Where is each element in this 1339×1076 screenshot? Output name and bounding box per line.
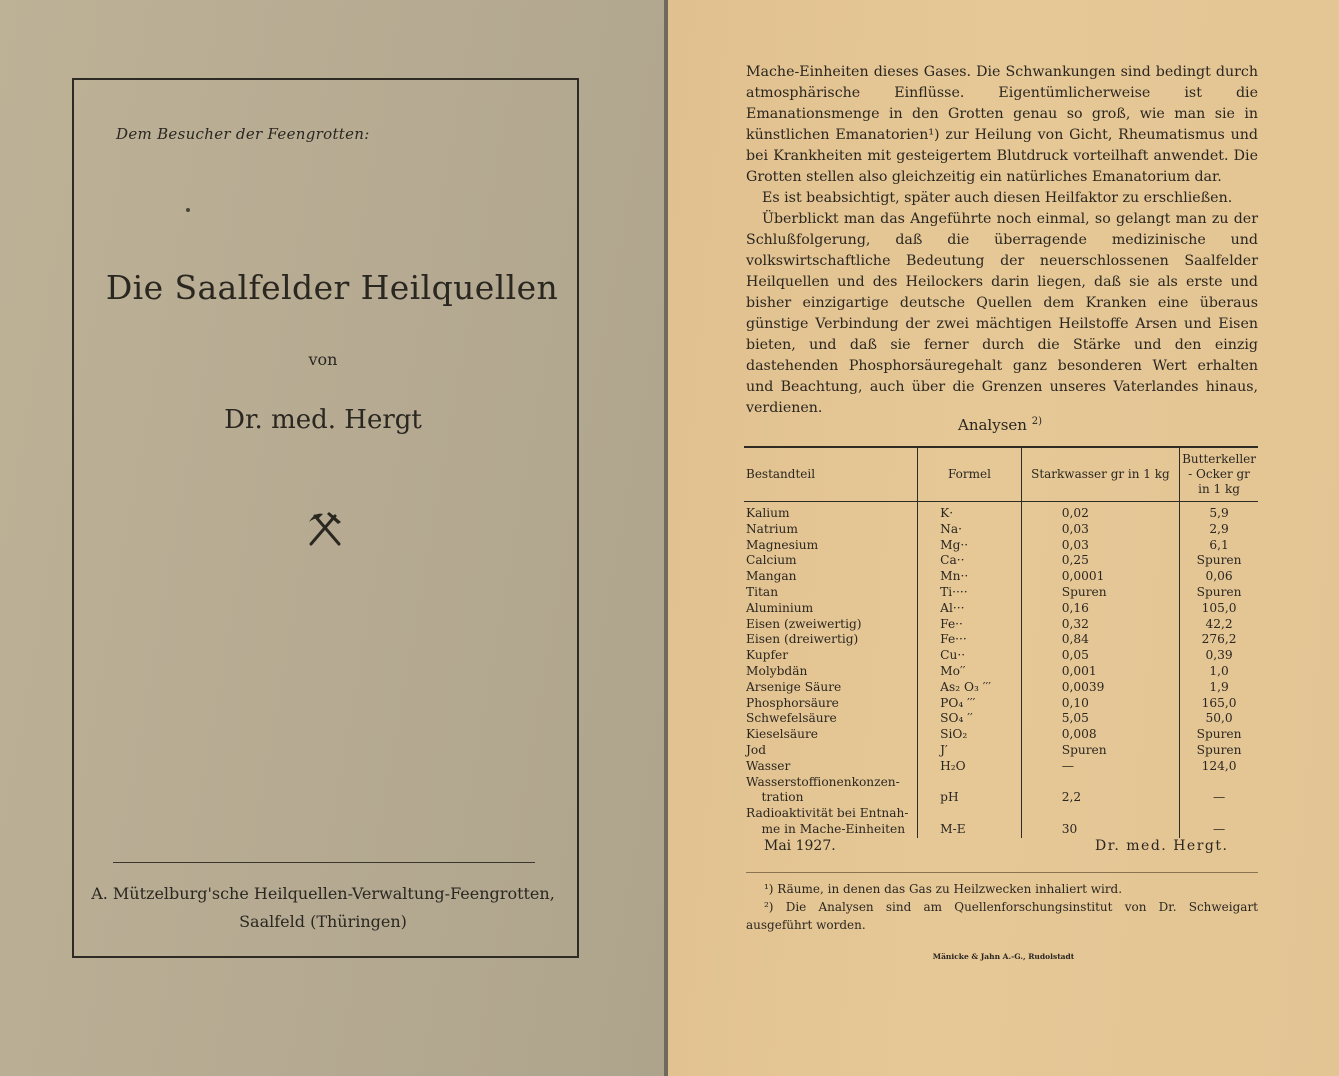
cell-bestandteil: Mangan <box>746 569 797 584</box>
cell-butterkeller-ocker: Spuren <box>1180 585 1258 601</box>
cell-formel: PO₄ ′′′ <box>918 696 1022 712</box>
cell-butterkeller-ocker: 124,0 <box>1180 759 1258 775</box>
cell-formel: Mo′′ <box>918 664 1022 680</box>
paper-speck <box>186 208 190 212</box>
cell-butterkeller-ocker: 276,2 <box>1180 632 1258 648</box>
table-row <box>744 617 1258 633</box>
paragraph-2: Es ist beabsichtigt, später auch diesen Heilfaktor zu erschließen. <box>762 190 1233 206</box>
analysis-title-text: Analysen <box>958 416 1027 434</box>
table-row <box>744 502 1258 522</box>
cell-butterkeller-ocker: Spuren <box>1180 553 1258 569</box>
cell-bestandteil: Kupfer <box>746 648 789 663</box>
author-name: Dr. med. Hergt <box>224 405 422 435</box>
date: Mai 1927. <box>764 838 836 854</box>
cell-butterkeller-ocker: 0,39 <box>1180 648 1258 664</box>
footnotes <box>746 880 1258 934</box>
cell-butterkeller-ocker: 6,1 <box>1180 538 1258 554</box>
cell-starkwasser: 0,84 <box>1021 632 1179 648</box>
cell-formel: Cu·· <box>918 648 1022 664</box>
cell-bestandteil: Radioaktivität bei Entnah- me in Mache-Einheiten <box>746 806 909 836</box>
cell-butterkeller-ocker: 0,06 <box>1180 569 1258 585</box>
table-row <box>744 775 1258 807</box>
cell-starkwasser: 0,25 <box>1021 553 1179 569</box>
cell-bestandteil: Molybdän <box>746 663 808 678</box>
cell-butterkeller-ocker: 1,0 <box>1180 664 1258 680</box>
footnote-1: ¹) Räume, in denen das Gas zu Heilzwecken inhaliert wird. <box>764 882 1123 896</box>
cell-starkwasser: 0,03 <box>1021 522 1179 538</box>
cell-formel: Fe··· <box>918 632 1022 648</box>
table-row <box>744 569 1258 585</box>
table-row <box>744 759 1258 775</box>
cell-bestandteil: Eisen (zweiwertig) <box>746 616 862 631</box>
header-bestandteil: Bestandteil <box>744 447 918 502</box>
cell-formel: Ca·· <box>918 553 1022 569</box>
cell-bestandteil: Arsenige Säure <box>746 679 842 694</box>
cell-butterkeller-ocker: 105,0 <box>1180 601 1258 617</box>
cell-starkwasser: 0,0001 <box>1021 569 1179 585</box>
cell-bestandteil: Natrium <box>746 521 798 536</box>
cell-bestandteil: Aluminium <box>746 600 814 615</box>
cell-formel: Fe·· <box>918 617 1022 633</box>
cell-bestandteil: Kalium <box>746 506 790 520</box>
cell-bestandteil: Schwefelsäure <box>746 711 837 726</box>
cell-butterkeller-ocker: 50,0 <box>1180 711 1258 727</box>
cell-starkwasser: 2,2 <box>1021 775 1179 807</box>
cell-butterkeller-ocker: Spuren <box>1180 727 1258 743</box>
cell-butterkeller-ocker: — <box>1180 806 1258 838</box>
table-row <box>744 585 1258 601</box>
cell-formel: Mn·· <box>918 569 1022 585</box>
cell-starkwasser: 0,10 <box>1021 696 1179 712</box>
cell-starkwasser: 30 <box>1021 806 1179 838</box>
cell-formel: pH <box>918 775 1022 807</box>
cell-starkwasser: 0,001 <box>1021 664 1179 680</box>
signature: Dr. med. Hergt. <box>1095 838 1229 854</box>
cell-butterkeller-ocker: 42,2 <box>1180 617 1258 633</box>
table-row <box>744 806 1258 838</box>
booklet-title: Die Saalfelder Heilquellen <box>105 268 559 307</box>
analysis-footnote-ref: 2) <box>1031 416 1042 427</box>
cell-starkwasser: 0,02 <box>1021 502 1179 522</box>
table-row <box>744 727 1258 743</box>
dedication: Dem Besucher der Feengrotten: <box>116 125 370 143</box>
table-row <box>744 743 1258 759</box>
body-text <box>746 62 1258 419</box>
paragraph-1: Mache-Einheiten dieses Gases. Die Schwankungen sind bedingt durch atmosphärische Einflüsse. Eigentümlicherweise ist die Emanationsmenge in den Grotten genau so groß, wie man sie in künstlichen Emanatorien¹) zur Heilung von Gicht, Rheumatismus und bei Krankheiten mit gesteigertem Blutdruck vorteilhaft anwendet. Die Grotten stellen also gleichzeitig ein natürliches Emanatorium dar. <box>746 64 1258 185</box>
table-row <box>744 680 1258 696</box>
printer-imprint: Mänicke & Jahn A.-G., Rudolstadt <box>932 952 1075 961</box>
publisher <box>0 880 646 936</box>
table-row <box>744 632 1258 648</box>
cell-butterkeller-ocker: 1,9 <box>1180 680 1258 696</box>
table-row <box>744 553 1258 569</box>
footnote-2: ²) Die Analysen sind am Quellenforschungsinstitut von Dr. Schweigart ausgeführt worden. <box>746 900 1258 932</box>
cell-starkwasser: 0,05 <box>1021 648 1179 664</box>
cell-formel: K· <box>918 502 1022 522</box>
cell-formel: As₂ O₃ ′′′ <box>918 680 1022 696</box>
publisher-line-1: A. Mützelburg'sche Heilquellen-Verwaltung-Feengrotten, <box>91 884 555 903</box>
cell-formel: M-E <box>918 806 1022 838</box>
cell-butterkeller-ocker: Spuren <box>1180 743 1258 759</box>
by-line: von <box>308 350 338 369</box>
footnote-divider <box>746 872 1258 873</box>
cell-formel: H₂O <box>918 759 1022 775</box>
hammer-and-pick-icon <box>305 510 345 546</box>
cell-starkwasser: 0,03 <box>1021 538 1179 554</box>
table-row <box>744 648 1258 664</box>
cell-formel: Ti···· <box>918 585 1022 601</box>
cell-starkwasser: — <box>1021 759 1179 775</box>
cell-bestandteil: Kieselsäure <box>746 727 818 742</box>
publisher-line-2: Saalfeld (Thüringen) <box>239 912 407 931</box>
cell-bestandteil: Wasser <box>746 758 791 773</box>
cell-butterkeller-ocker: 5,9 <box>1180 502 1258 522</box>
cell-formel: Al··· <box>918 601 1022 617</box>
cell-starkwasser: 5,05 <box>1021 711 1179 727</box>
table-row <box>744 601 1258 617</box>
cell-starkwasser: Spuren <box>1021 743 1179 759</box>
cover-divider <box>113 862 535 863</box>
cell-bestandteil: Magnesium <box>746 537 819 552</box>
cell-formel: SO₄ ′′ <box>918 711 1022 727</box>
cell-starkwasser: 0,0039 <box>1021 680 1179 696</box>
cell-bestandteil: Eisen (dreiwertig) <box>746 632 859 647</box>
header-butterkeller-ocker: Butterkeller - Ocker gr in 1 kg <box>1180 447 1258 502</box>
cell-bestandteil: Wasserstoffionenkonzen- tration <box>746 774 900 805</box>
cell-butterkeller-ocker: 2,9 <box>1180 522 1258 538</box>
cell-bestandteil: Jod <box>746 742 767 757</box>
header-starkwasser: Starkwasser gr in 1 kg <box>1021 447 1179 502</box>
cell-starkwasser: Spuren <box>1021 585 1179 601</box>
cell-formel: Mg·· <box>918 538 1022 554</box>
table-row <box>744 538 1258 554</box>
cell-formel: Na· <box>918 522 1022 538</box>
analysis-table <box>744 446 1258 838</box>
cell-butterkeller-ocker: 165,0 <box>1180 696 1258 712</box>
paragraph-3: Überblickt man das Angeführte noch einmal, so gelangt man zu der Schlußfolgerung, daß die überragende medizinische und volkswirtschaftliche Bedeutung der neuerschlossenen Saalfelder Heilquellen und des Heilockers darin liegen, daß sie als erste und bisher einzigartige deutsche Quellen dem Kranken eine überaus günstige Verbindung der zwei mächtigen Heilstoffe Arsen und Eisen bieten, und daß sie ferner durch die Stärke und den einzig dastehenden Phosphorsäuregehalt ganz besonderen Wert erhalten und Beachtung, auch über die Grenzen unseres Vaterlandes hinaus, verdienen. <box>746 211 1258 416</box>
cell-bestandteil: Titan <box>746 584 779 599</box>
header-formel: Formel <box>918 447 1022 502</box>
cell-starkwasser: 0,32 <box>1021 617 1179 633</box>
cell-bestandteil: Phosphorsäure <box>746 695 839 710</box>
cell-butterkeller-ocker: — <box>1180 775 1258 807</box>
table-header-row <box>744 447 1258 502</box>
analysis-title <box>958 416 1042 434</box>
table-body <box>744 502 1258 838</box>
table-row <box>744 664 1258 680</box>
table-row <box>744 711 1258 727</box>
cell-bestandteil: Calcium <box>746 553 797 568</box>
table-row <box>744 522 1258 538</box>
cell-formel: SiO₂ <box>918 727 1022 743</box>
cell-starkwasser: 0,16 <box>1021 601 1179 617</box>
cover-page <box>0 0 664 1076</box>
table-row <box>744 696 1258 712</box>
cell-starkwasser: 0,008 <box>1021 727 1179 743</box>
cell-formel: J′ <box>918 743 1022 759</box>
